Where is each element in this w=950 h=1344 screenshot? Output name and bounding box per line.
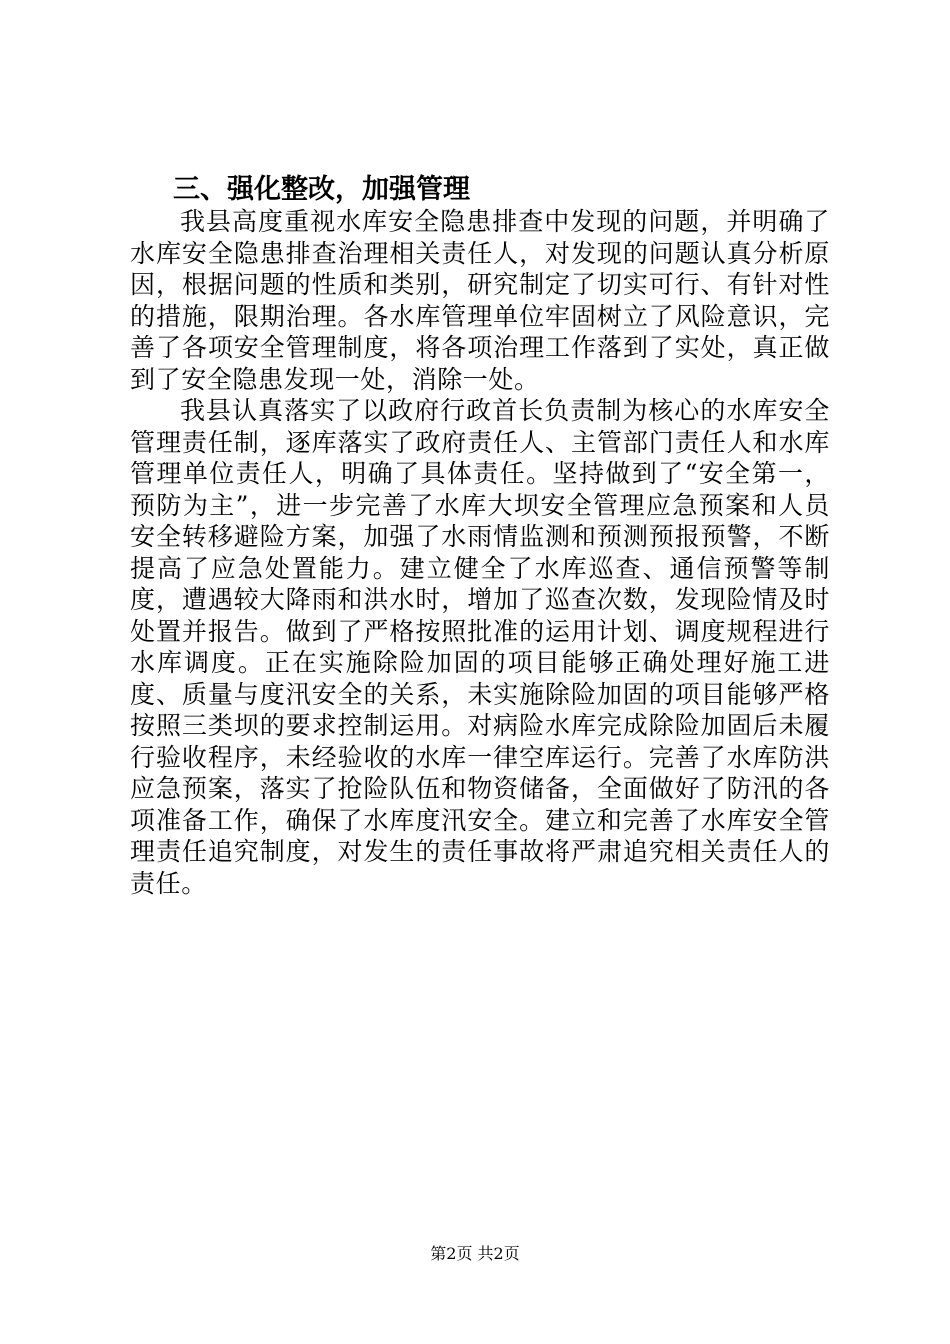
page-footer: 第2页 共2页 <box>430 1244 520 1263</box>
document-body <box>130 174 830 899</box>
paragraph-2: 我县认真落实了以政府行政首长负责制为核心的水库安全管理责任制，逐库落实了政府责任人、主管部门责任人和水库管理单位责任人，明确了具体责任。坚持做到了“安全第一，预防为主”，进一步完善了水库大坝安全管理应急预案和人员安全转移避险方案，加强了水雨情监测和预测预报预警，不断提高了应急处置能力。建立健全了水库巡查、通信预警等制度，遭遇较大降雨和洪水时，增加了巡查次数，发现险情及时处置并报告。做到了严格按照批准的运用计划、调度规程进行水库调度。正在实施除险加固的项目能够正确处理好施工进度、质量与度汛安全的关系，未实施除险加固的项目能够严格按照三类坝的要求控制运用。对病险水库完成除险加固后未履行验收程序，未经验收的水库一律空库运行。完善了水库防洪应急预案，落实了抢险队伍和物资储备，全面做好了防汛的各项准备工作，确保了水库度汛安全。建立和完善了水库安全管理责任追究制度，对发生的责任事故将严肃追究相关责任人的责任。 <box>130 396 830 898</box>
paragraph-1: 我县高度重视水库安全隐患排查中发现的问题，并明确了水库安全隐患排查治理相关责任人，对发现的问题认真分析原因，根据问题的性质和类别，研究制定了切实可行、有针对性的措施，限期治理。各水库管理单位牢固树立了风险意识，完善了各项安全管理制度，将各项治理工作落到了实处，真正做到了安全隐患发现一处，消除一处。 <box>130 207 830 394</box>
section-heading: 三、强化整改，加强管理 <box>173 174 470 205</box>
